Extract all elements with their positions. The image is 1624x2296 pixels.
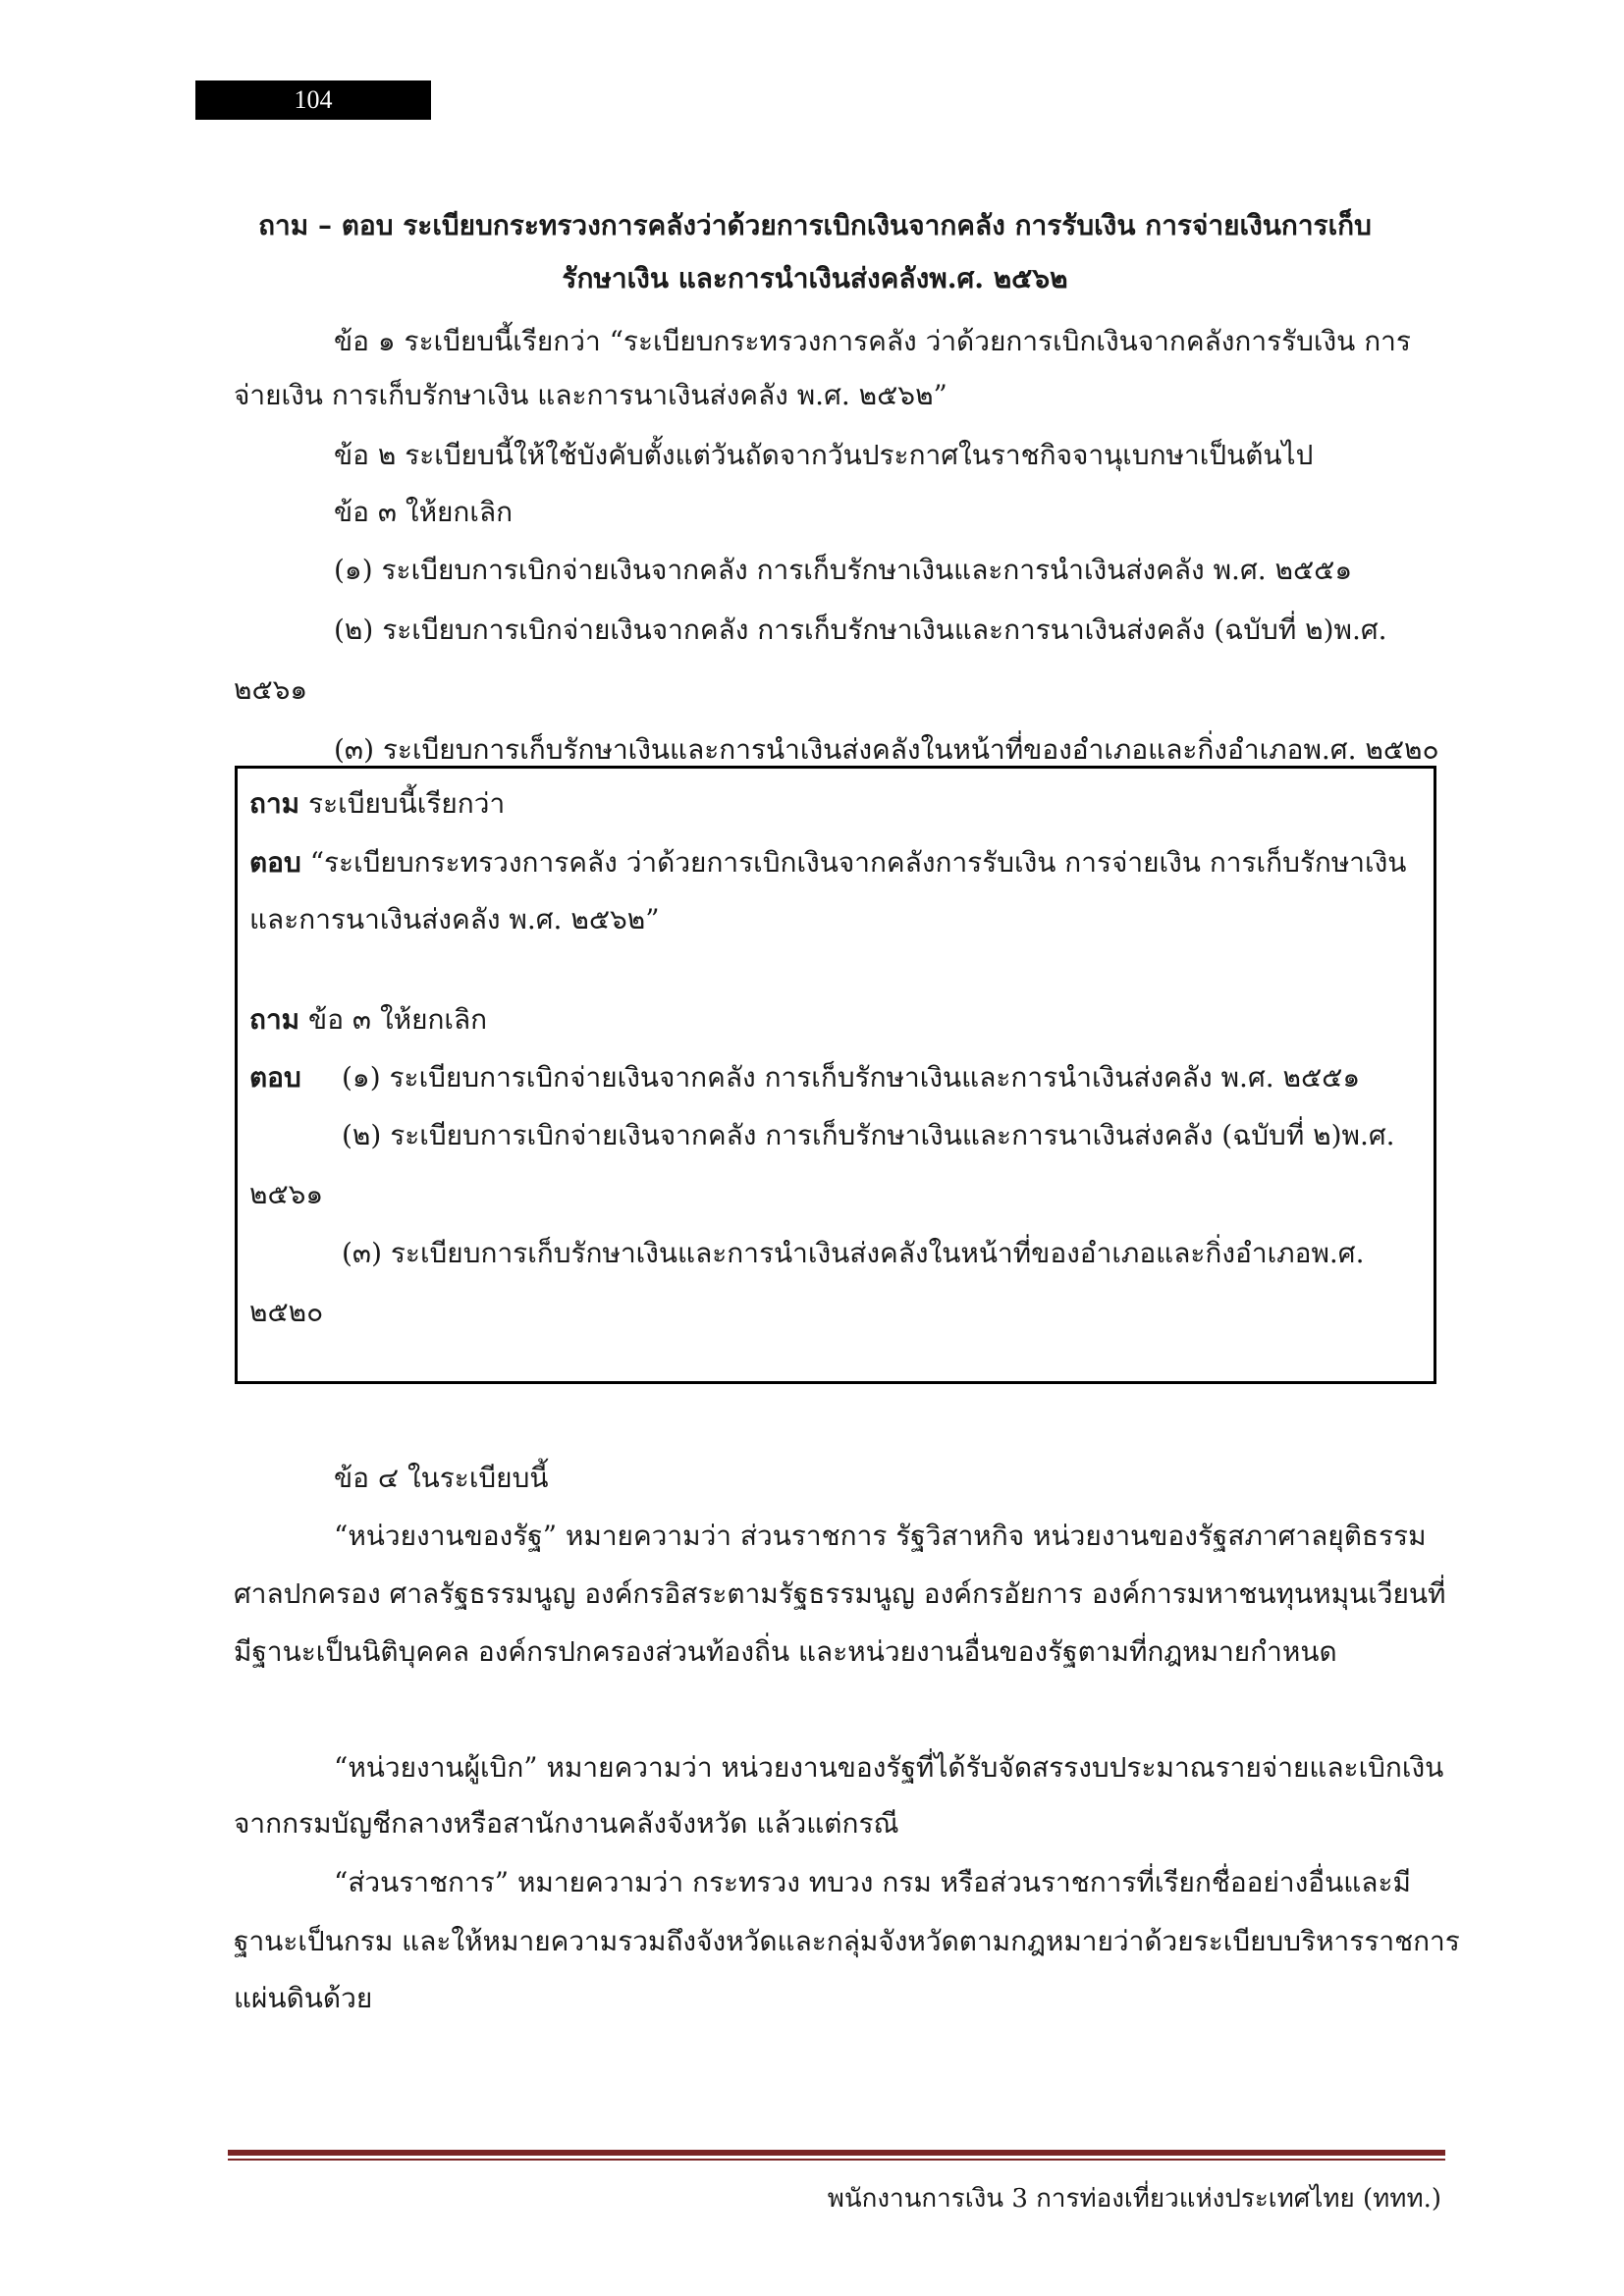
question-label: ถาม [249, 1003, 300, 1036]
clause-2: ข้อ ๒ ระเบียบนี้ให้ใช้บังคับตั้งแต่วันถัดจากวันประกาศในราชกิจจานุเบกษาเป็นต้นไป [334, 439, 1314, 471]
qa-answer-2-item-3: (๓) ระเบียบการเก็บรักษาเงินและการนำเงินส่งคลังในหน้าที่ของอำเภอและกิ่งอำเภอพ.ศ. [342, 1237, 1365, 1269]
title-line-2: รักษาเงิน และการนำเงินส่งคลังพ.ศ. ๒๕๖๒ [562, 262, 1068, 294]
question-label: ถาม [249, 787, 300, 820]
qa-answer-2-label [249, 1058, 301, 1097]
def-govt-agency-line-2: ฐานะเป็นกรม และให้หมายความรวมถึงจังหวัดและกลุ่มจังหวัดตามกฎหมายว่าด้วยระเบียบบริหารราชการ [234, 1925, 1460, 1957]
def-disbursing-unit-line-1: “หน่วยงานผู้เบิก” หมายความว่า หน่วยงานของรัฐที่ได้รับจัดสรรงบประมาณรายจ่ายและเบิกเงิน [334, 1751, 1444, 1784]
qa-question-2 [249, 1000, 487, 1040]
clause-1-line-2: จ่ายเงิน การเก็บรักษาเงิน และการนาเงินส่งคลัง พ.ศ. ๒๕๖๒” [234, 379, 947, 411]
clause-4: ข้อ ๔ ในระเบียบนี้ [334, 1462, 549, 1494]
answer-label: ตอบ [249, 1061, 301, 1094]
def-state-agency-line-1: “หน่วยงานของรัฐ” หมายความว่า ส่วนราชการ รัฐวิสาหกิจ หน่วยงานของรัฐสภาศาลยุติธรรม [334, 1520, 1427, 1552]
clause-3-item-3: (๓) ระเบียบการเก็บรักษาเงินและการนำเงินส่งคลังในหน้าที่ของอำเภอและกิ่งอำเภอพ.ศ. ๒๕๒๐ [334, 733, 1439, 766]
def-disbursing-unit-line-2: จากกรมบัญชีกลางหรือสานักงานคลังจังหวัด แล้วแต่กรณี [234, 1807, 899, 1840]
clause-3-item-2: (๒) ระเบียบการเบิกจ่ายเงินจากคลัง การเก็บรักษาเงินและการนาเงินส่งคลัง (ฉบับที่ ๒)พ.ศ. [334, 614, 1387, 646]
def-state-agency-line-3: มีฐานะเป็นนิติบุคคล องค์กรปกครองส่วนท้องถิ่น และหน่วยงานอื่นของรัฐตามที่กฎหมายกำหนด [234, 1635, 1337, 1668]
qa-answer-1-line-1 [249, 843, 1406, 882]
question-text: ข้อ ๓ ให้ยกเลิก [308, 1003, 488, 1036]
clause-3-item-2-cont: ๒๕๖๑ [234, 673, 308, 706]
clause-1-line-1: ข้อ ๑ ระเบียบนี้เรียกว่า “ระเบียบกระทรวงการคลัง ว่าด้วยการเบิกเงินจากคลังการรับเงิน การ [334, 325, 1411, 357]
qa-box [235, 766, 1436, 1384]
qa-question-1 [249, 784, 505, 824]
footer-divider-thin [228, 2159, 1445, 2161]
footer-text: พนักงานการเงิน 3 การท่องเที่ยวแห่งประเทศไทย (ททท.) [827, 2184, 1441, 2214]
qa-answer-2-item-3-cont: ๒๕๒๐ [249, 1296, 324, 1328]
answer-text: “ระเบียบกระทรวงการคลัง ว่าด้วยการเบิกเงินจากคลังการรับเงิน การจ่ายเงิน การเก็บรักษาเงิน [309, 846, 1407, 879]
qa-answer-1-line-2: และการนาเงินส่งคลัง พ.ศ. ๒๕๖๒” [249, 903, 660, 935]
question-text: ระเบียบนี้เรียกว่า [308, 787, 506, 820]
footer-divider [228, 2150, 1445, 2156]
def-govt-agency-line-1: “ส่วนราชการ” หมายความว่า กระทรวง ทบวง กรม หรือส่วนราชการที่เรียกชื่ออย่างอื่นและมี [334, 1866, 1411, 1898]
clause-3: ข้อ ๓ ให้ยกเลิก [334, 496, 514, 528]
qa-answer-2-item-1: (๑) ระเบียบการเบิกจ่ายเงินจากคลัง การเก็บรักษาเงินและการนำเงินส่งคลัง พ.ศ. ๒๕๕๑ [342, 1061, 1361, 1094]
clause-3-item-1: (๑) ระเบียบการเบิกจ่ายเงินจากคลัง การเก็บรักษาเงินและการนำเงินส่งคลัง พ.ศ. ๒๕๕๑ [334, 554, 1353, 586]
def-govt-agency-line-3: แผ่นดินด้วย [234, 1982, 373, 2014]
page-number: 104 [195, 80, 431, 120]
title-line-1: ถาม – ตอบ ระเบียบกระทรวงการคลังว่าด้วยการเบิกเงินจากคลัง การรับเงิน การจ่ายเงินการเก็บ [258, 209, 1372, 241]
qa-answer-2-item-2-cont: ๒๕๖๑ [249, 1178, 324, 1210]
answer-label: ตอบ [249, 846, 301, 879]
def-state-agency-line-2: ศาลปกครอง ศาลรัฐธรรมนูญ องค์กรอิสระตามรัฐธรรมนูญ องค์กรอัยการ องค์การมหาชนทุนหมุนเวียนที่ [234, 1577, 1446, 1610]
qa-answer-2-item-2: (๒) ระเบียบการเบิกจ่ายเงินจากคลัง การเก็บรักษาเงินและการนาเงินส่งคลัง (ฉบับที่ ๒)พ.ศ. [342, 1119, 1395, 1151]
